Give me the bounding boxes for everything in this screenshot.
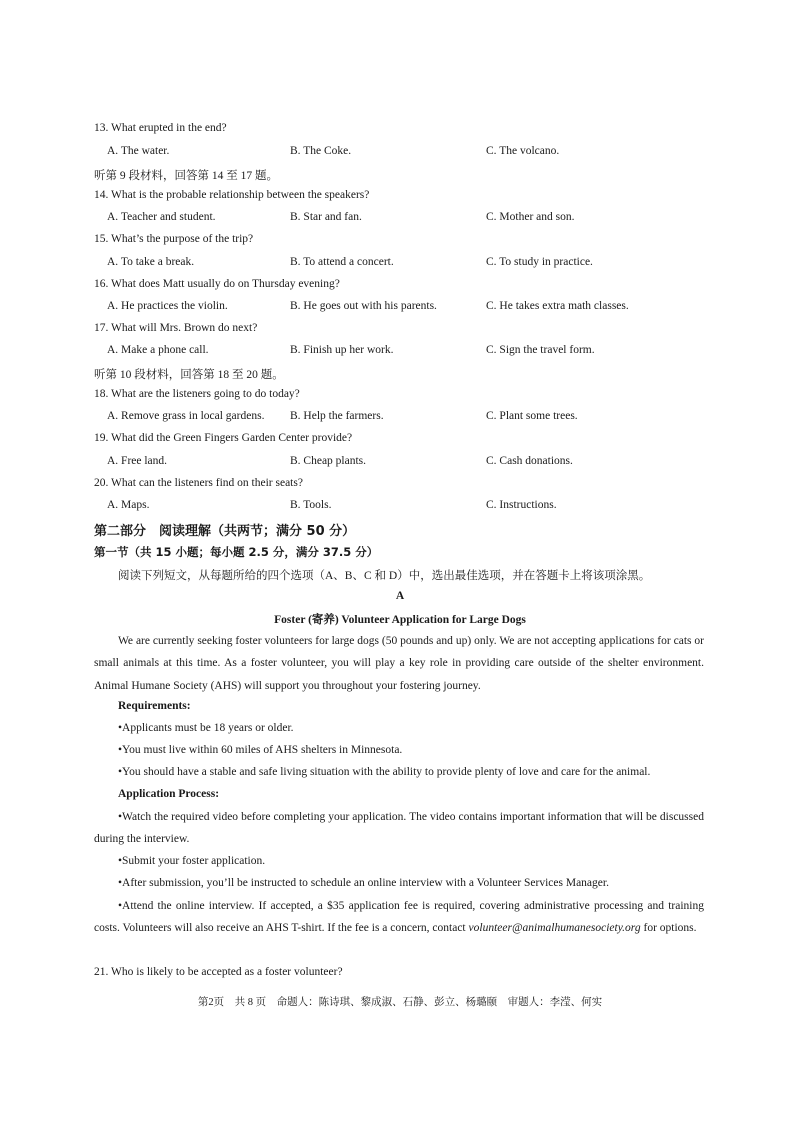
option-17b: B. Finish up her work. [290,344,394,356]
question-15: 15. What’s the purpose of the trip? [94,233,254,245]
instruction-passage-10: 听第 10 段材料，回答第 18 至 20 题。 [94,369,284,381]
option-14a: A. Teacher and student. [107,211,216,223]
option-13a: A. The water. [107,145,170,157]
option-15b: B. To attend a concert. [290,256,394,268]
option-13b: B. The Coke. [290,145,352,157]
option-18a: A. Remove grass in local gardens. [107,410,265,422]
passage-letter: A [395,590,405,602]
question-16: 16. What does Matt usually do on Thursday evening? [94,278,340,290]
option-17c: C. Sign the travel form. [486,344,595,356]
question-13: 13. What erupted in the end? [94,122,227,134]
reading-instruction: 阅读下列短文，从每题所给的四个选项（A、B、C 和 D）中，选出最佳选项，并在答题卡上将该项涂黑。 [118,570,651,582]
option-20a: A. Maps. [107,499,150,511]
process-heading: Application Process: [118,788,220,800]
option-19a: A. Free land. [107,455,168,467]
requirements-heading: Requirements: [118,700,191,712]
option-16a: A. He practices the violin. [107,300,228,312]
passage-title: Foster (寄养) Volunteer Application for Large Dogs [274,614,526,626]
option-18c: C. Plant some trees. [486,410,578,422]
question-19: 19. What did the Green Fingers Garden Center provide? [94,432,353,444]
option-16c: C. He takes extra math classes. [486,300,629,312]
passage-intro: We are currently seeking foster volunteers for large dogs (50 pounds and up) only. We are not accepting applications for cats or small animals at this time. As a foster volunteer, you will play a key role in providing care outside of the shelter environment. Animal Humane Society (AHS) will support you throughout your fostering journey. [94,635,704,692]
option-15c: C. To study in practice. [486,256,593,268]
option-19c: C. Cash donations. [486,455,573,467]
requirement-living: •You should have a stable and safe living situation with the ability to provide plenty of love and care for the animal. [118,766,651,778]
option-14b: B. Star and fan. [290,211,362,223]
option-15a: A. To take a break. [107,256,195,268]
question-18: 18. What are the listeners going to do today? [94,388,300,400]
process-step-submit: •Submit your foster application. [118,855,266,867]
option-16b: B. He goes out with his parents. [290,300,437,312]
section-heading: 第一节（共 15 小题；每小题 2.5 分，满分 37.5 分） [94,545,379,559]
part-heading: 第二部分 阅读理解（共两节；满分 50 分） [94,524,356,539]
option-18b: B. Help the farmers. [290,410,384,422]
option-20b: B. Tools. [290,499,332,511]
option-19b: B. Cheap plants. [290,455,367,467]
interview-text-end: for options. [640,922,697,935]
process-step-video: •Watch the required video before completing your application. The video contains important information that will be discussed during the interview. [94,811,704,846]
requirement-distance: •You must live within 60 miles of AHS shelters in Minnesota. [118,744,403,756]
question-14: 14. What is the probable relationship between the speakers? [94,189,370,201]
question-21: 21. Who is likely to be accepted as a foster volunteer? [94,966,343,978]
page-footer: 第2页 共 8 页 命题人：陈诗琪、黎成淑、石静、彭立、杨璐颐 审题人：李滢、何实 [197,997,603,1008]
question-20: 20. What can the listeners find on their seats? [94,477,303,489]
option-14c: C. Mother and son. [486,211,575,223]
option-20c: C. Instructions. [486,499,557,511]
volunteer-email: volunteer@animalhumanesociety.org [468,922,641,935]
requirement-age: •Applicants must be 18 years or older. [118,722,294,734]
question-17: 17. What will Mrs. Brown do next? [94,322,258,334]
process-step-schedule: •After submission, you’ll be instructed to schedule an online interview with a Volunteer Services Manager. [118,877,609,889]
option-17a: A. Make a phone call. [107,344,209,356]
instruction-passage-9: 听第 9 段材料，回答第 14 至 17 题。 [94,170,278,182]
option-13c: C. The volcano. [486,145,560,157]
interview-text: •Attend the online interview. If accepted, a $35 application fee is required, covering administrative processing and training costs. Volunteers will also receive an AHS T-shirt. If the fee is a concern, contact [94,900,704,935]
process-step-interview [94,895,704,940]
